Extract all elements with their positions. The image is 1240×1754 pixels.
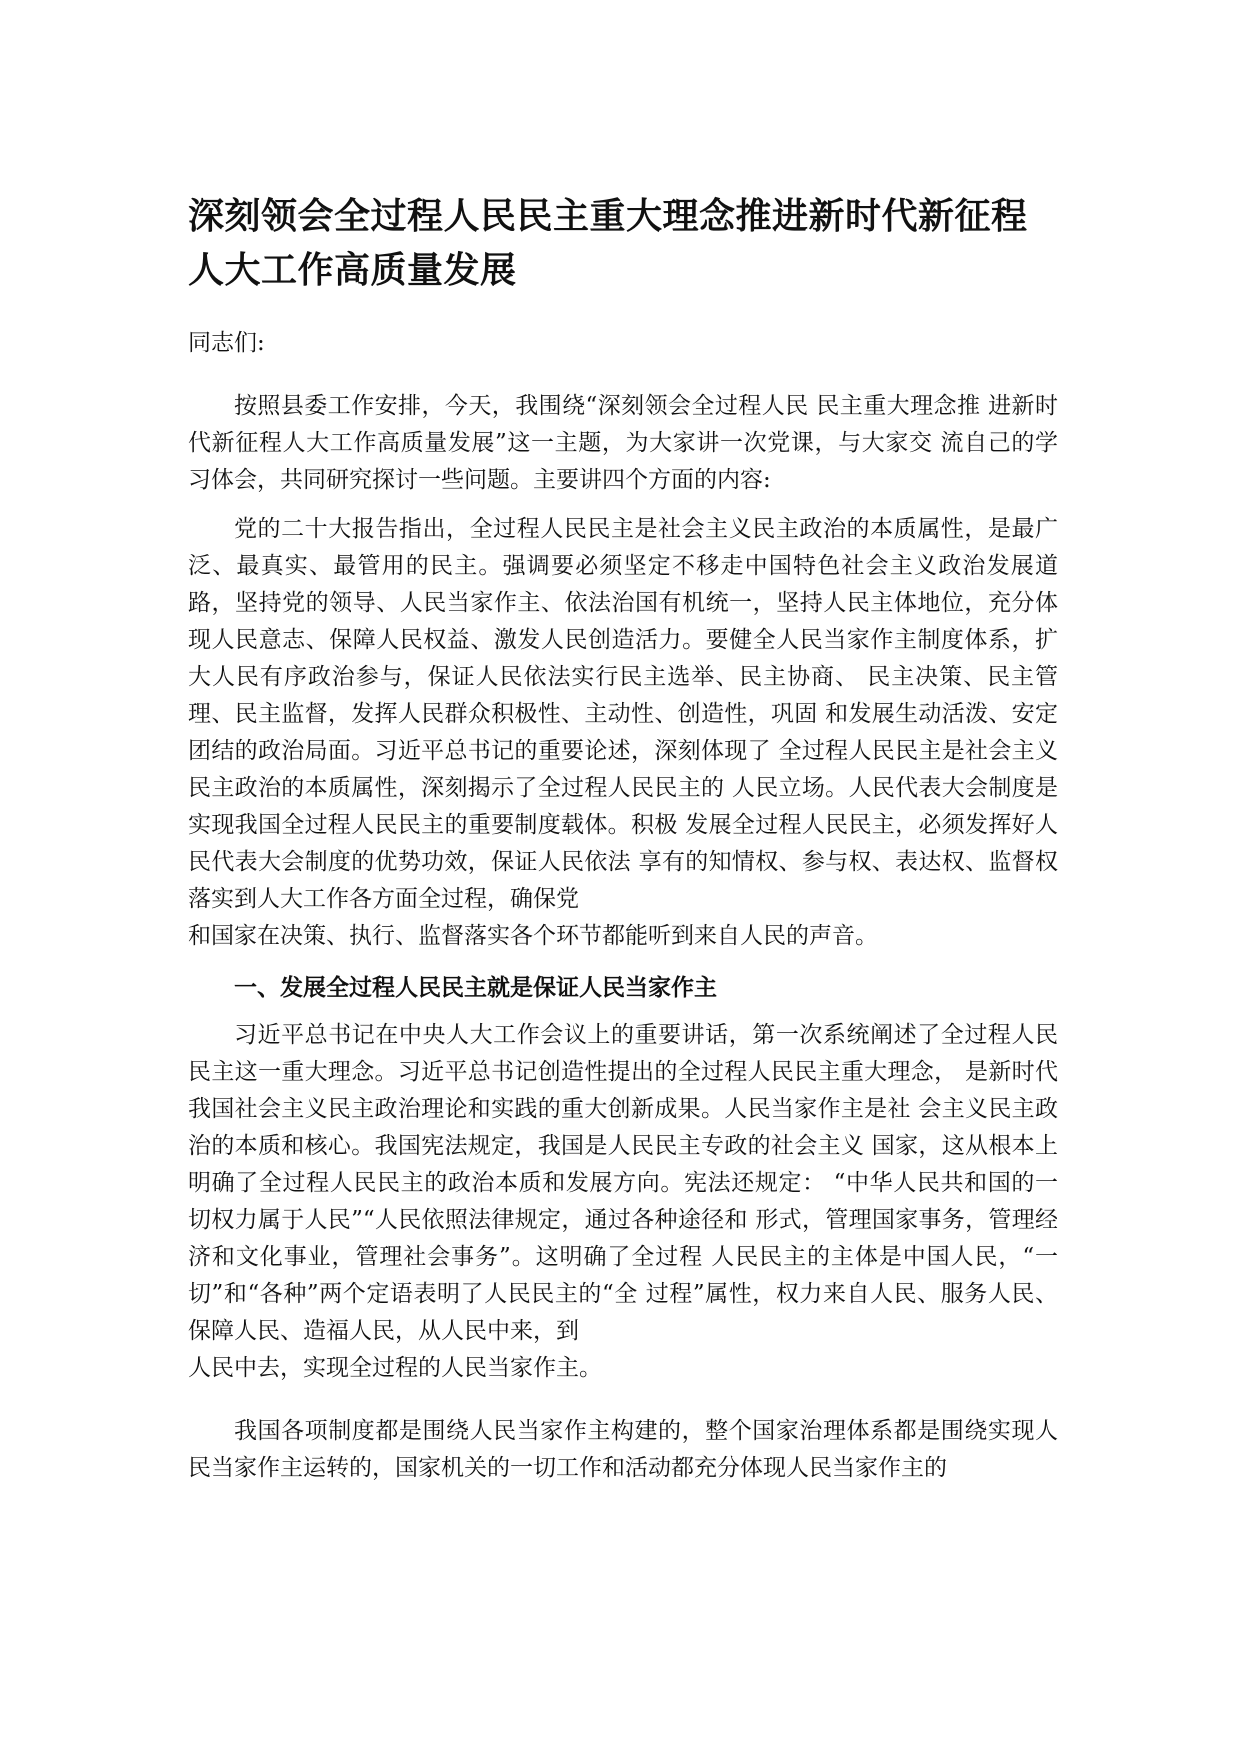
body-paragraph-1-tail: 和国家在决策、执行、监督落实各个环节都能听到来自人民的声音。 [188,923,878,949]
document-page [188,190,1058,1487]
intro-paragraph: 按照县委工作安排，今天，我围绕“深刻领会全过程人民 民主重大理念推 进新时代新征程人大工作高质量发展”这一主题，为大家讲一次党课，与大家交 流自己的学习体会，共同研究探讨一些问题。主要讲四个方面的内容: [188,393,1058,493]
body-paragraph-2-tail: 人民中去，实现全过程的人民当家作主。 [188,1355,602,1381]
document-title: 深刻领会全过程人民民主重大理念推进新时代新征程人大工作高质量发展 [188,196,1028,291]
body-paragraph-1: 党的二十大报告指出，全过程人民民主是社会主义民主政治的本质属性，是最广泛、最真实、最管用的民主。强调要必须坚定不移走中国特色社会主义政治发展道路，坚持党的领导、人民当家作主、依法治国有机统一，坚持人民主体地位，充分体现人民意志、保障人民权益、激发人民创造活力。要健全人民当家作主制度体系，扩大人民有序政治参与，保证人民依法实行民主选举、民主协商、 民主决策、民主管理、民主监督，发挥人民群众积极性、主动性、创造性，巩固 和发展生动活泼、安定团结的政治局面。习近平总书记的重要论述，深刻体现了 全过程人民民主是社会主义民主政治的本质属性，深刻揭示了全过程人民民主的 人民立场。人民代表大会制度是实现我国全过程人民民主的重要制度载体。积极 发展全过程人民民主，必须发挥好人民代表大会制度的优势功效，保证人民依法 享有的知情权、参与权、表达权、监督权落实到人大工作各方面全过程，确保党 [188,516,1058,912]
body-paragraph-3: 我国各项制度都是围绕人民当家作主构建的，整个国家治理体系都是围绕实现人民当家作主运转的，国家机关的一切工作和活动都充分体现人民当家作主的 [188,1418,1058,1481]
body-paragraph-2: 习近平总书记在中央人大工作会议上的重要讲话，第一次系统阐述了全过程人民民主这一重大理念。习近平总书记创造性提出的全过程人民民主重大理念， 是新时代我国社会主义民主政治理论和实践的重大创新成果。人民当家作主是社 会主义民主政治的本质和核心。我国宪法规定，我国是人民民主专政的社会主义 国家，这从根本上明确了全过程人民民主的政治本质和发展方向。宪法还规定： “中华人民共和国的一切权力属于人民”“人民依照法律规定，通过各种途径和 形式，管理国家事务，管理经济和文化事业，管理社会事务”。这明确了全过程 人民民主的主体是中国人民，“一切”和“各种”两个定语表明了人民民主的“全 过程”属性，权力来自人民、服务人民、保障人民、造福人民，从人民中来，到 [188,1022,1058,1344]
salutation: 同志们: [188,330,265,356]
section-heading-1: 一、发展全过程人民民主就是保证人民当家作主 [234,975,717,1001]
